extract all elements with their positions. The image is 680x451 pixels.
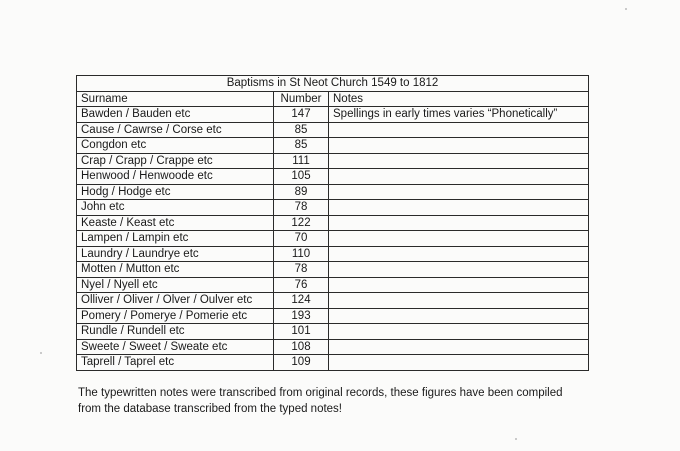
table-body xyxy=(77,107,589,371)
cell-number: 76 xyxy=(274,277,329,293)
cell-notes xyxy=(329,200,589,216)
cell-surname: Lampen / Lampin etc xyxy=(77,231,274,247)
table-row xyxy=(77,262,589,278)
baptisms-table xyxy=(76,75,589,371)
table-row xyxy=(77,153,589,169)
cell-number: 78 xyxy=(274,262,329,278)
cell-surname: Motten / Mutton etc xyxy=(77,262,274,278)
cell-number: 193 xyxy=(274,308,329,324)
cell-number: 147 xyxy=(274,107,329,123)
cell-notes xyxy=(329,355,589,371)
table-row xyxy=(77,355,589,371)
paper-speck xyxy=(40,352,42,354)
cell-surname: Nyel / Nyell etc xyxy=(77,277,274,293)
header-number: Number xyxy=(274,91,329,107)
cell-surname: Rundle / Rundell etc xyxy=(77,324,274,340)
table-row xyxy=(77,138,589,154)
table-row xyxy=(77,169,589,185)
cell-notes xyxy=(329,308,589,324)
cell-surname: Henwood / Henwoode etc xyxy=(77,169,274,185)
footnote-line-1: The typewritten notes were transcribed from original records, these figures have been compiled xyxy=(78,387,563,399)
table-row xyxy=(77,200,589,216)
cell-number: 124 xyxy=(274,293,329,309)
cell-surname: Sweete / Sweet / Sweate etc xyxy=(77,339,274,355)
cell-notes xyxy=(329,169,589,185)
cell-notes xyxy=(329,138,589,154)
cell-surname: Taprell / Taprel etc xyxy=(77,355,274,371)
cell-notes xyxy=(329,231,589,247)
cell-surname: Olliver / Oliver / Olver / Oulver etc xyxy=(77,293,274,309)
cell-notes xyxy=(329,122,589,138)
cell-notes xyxy=(329,324,589,340)
cell-notes: Spellings in early times varies “Phonetically” xyxy=(329,107,589,123)
cell-notes xyxy=(329,246,589,262)
table-row xyxy=(77,122,589,138)
cell-surname: Congdon etc xyxy=(77,138,274,154)
cell-number: 111 xyxy=(274,153,329,169)
cell-surname: Hodg / Hodge etc xyxy=(77,184,274,200)
cell-number: 101 xyxy=(274,324,329,340)
paper-speck xyxy=(515,438,517,440)
paper-speck xyxy=(625,8,627,10)
cell-surname: John etc xyxy=(77,200,274,216)
table-row xyxy=(77,107,589,123)
footnote-line-2: from the database transcribed from the typed notes! xyxy=(78,403,343,415)
header-surname: Surname xyxy=(77,91,274,107)
table-row xyxy=(77,246,589,262)
cell-number: 110 xyxy=(274,246,329,262)
table-row xyxy=(77,215,589,231)
table-row xyxy=(77,339,589,355)
cell-notes xyxy=(329,339,589,355)
cell-notes xyxy=(329,277,589,293)
cell-surname: Cause / Cawrse / Corse etc xyxy=(77,122,274,138)
table-title: Baptisms in St Neot Church 1549 to 1812 xyxy=(77,76,589,92)
table-header-row xyxy=(77,91,589,107)
cell-number: 105 xyxy=(274,169,329,185)
table-row xyxy=(77,184,589,200)
cell-surname: Crap / Crapp / Crappe etc xyxy=(77,153,274,169)
cell-number: 70 xyxy=(274,231,329,247)
cell-notes xyxy=(329,293,589,309)
cell-notes xyxy=(329,153,589,169)
table-row xyxy=(77,308,589,324)
table-row xyxy=(77,293,589,309)
cell-number: 89 xyxy=(274,184,329,200)
cell-number: 109 xyxy=(274,355,329,371)
cell-notes xyxy=(329,215,589,231)
cell-number: 85 xyxy=(274,138,329,154)
header-notes: Notes xyxy=(329,91,589,107)
cell-notes xyxy=(329,184,589,200)
cell-number: 108 xyxy=(274,339,329,355)
table-row xyxy=(77,324,589,340)
footnote xyxy=(78,385,598,417)
cell-surname: Laundry / Laundrye etc xyxy=(77,246,274,262)
cell-surname: Pomery / Pomerye / Pomerie etc xyxy=(77,308,274,324)
table-title-row xyxy=(77,76,589,92)
table-row xyxy=(77,231,589,247)
cell-surname: Keaste / Keast etc xyxy=(77,215,274,231)
cell-number: 78 xyxy=(274,200,329,216)
cell-surname: Bawden / Bauden etc xyxy=(77,107,274,123)
table-row xyxy=(77,277,589,293)
cell-number: 122 xyxy=(274,215,329,231)
cell-number: 85 xyxy=(274,122,329,138)
cell-notes xyxy=(329,262,589,278)
